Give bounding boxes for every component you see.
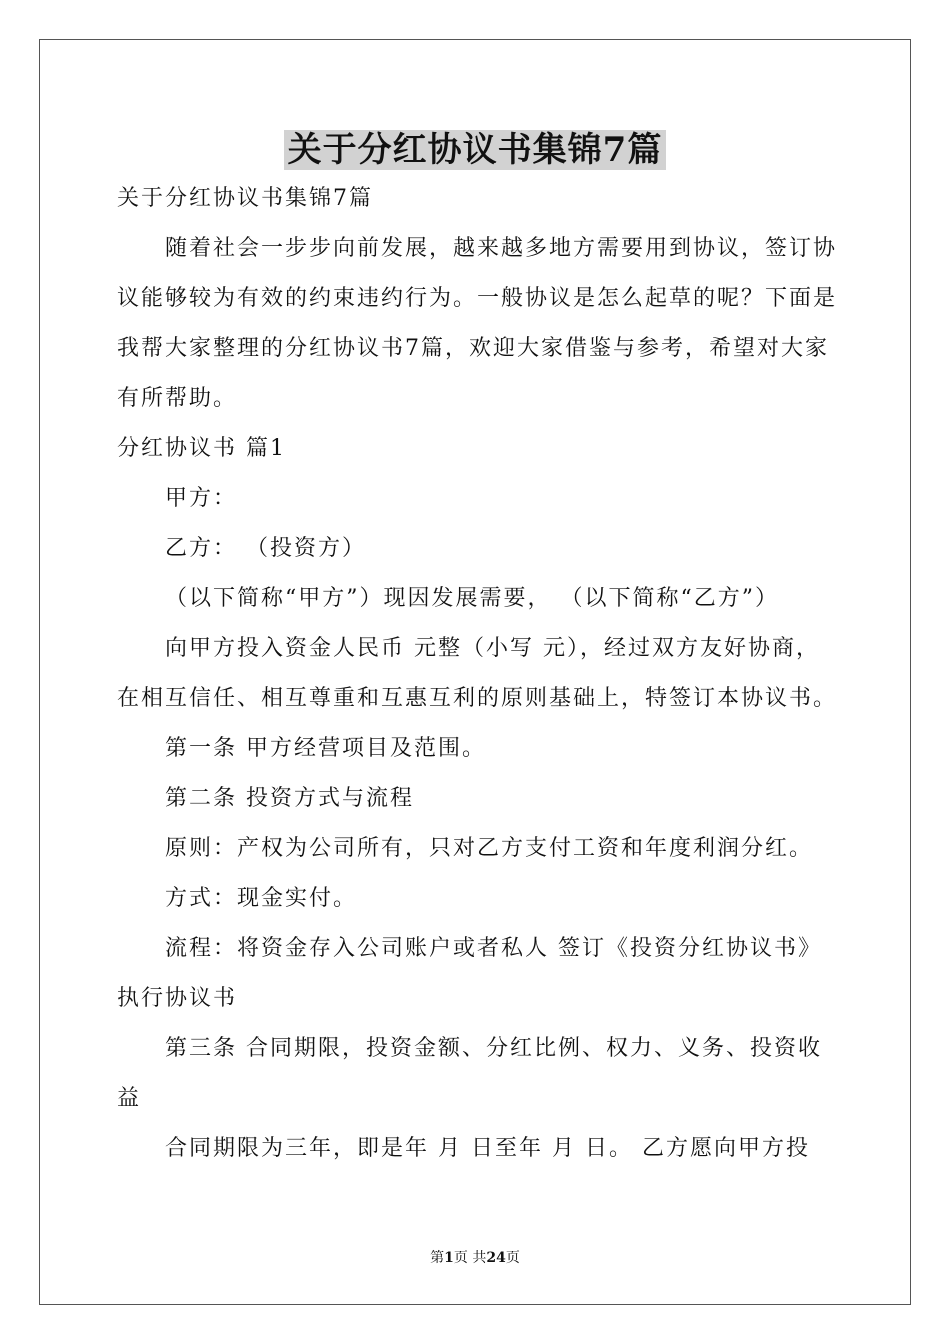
section-heading: 分红协议书 篇1 bbox=[117, 436, 286, 461]
text-line: 第三条 合同期限，投资金额、分红比例、权力、义务、投资收 bbox=[165, 1036, 822, 1061]
footer-page-total: 24 bbox=[486, 1250, 506, 1266]
text-line: 乙方： （投资方） bbox=[165, 536, 366, 561]
text-line: （以下简称“甲方”）现因发展需要， （以下简称“乙方”） bbox=[165, 586, 779, 611]
document-title bbox=[0, 124, 950, 176]
text-line: 向甲方投入资金人民币 元整（小写 元），经过双方友好协商， bbox=[165, 636, 820, 661]
footer-prefix: 第 bbox=[430, 1250, 445, 1266]
text-line: 议能够较为有效的约束违约行为。一般协议是怎么起草的呢？下面是 bbox=[117, 286, 838, 311]
text-line: 合同期限为三年，即是年 月 日至年 月 日。 乙方愿向甲方投 bbox=[165, 1136, 810, 1161]
text-line: 随着社会一步步向前发展，越来越多地方需要用到协议，签订协 bbox=[165, 236, 838, 261]
text-line: 执行协议书 bbox=[117, 986, 238, 1011]
footer-mid: 页 共 bbox=[453, 1250, 487, 1266]
text-line: 益 bbox=[117, 1086, 142, 1111]
document-title-text: 关于分红协议书集锦7篇 bbox=[284, 130, 667, 170]
text-line: 第一条 甲方经营项目及范围。 bbox=[165, 736, 486, 761]
text-line: 第二条 投资方式与流程 bbox=[165, 786, 414, 811]
text-line: 原则：产权为公司所有，只对乙方支付工资和年度利润分红。 bbox=[165, 836, 814, 861]
footer-suffix: 页 bbox=[505, 1250, 520, 1266]
text-line: 甲方： bbox=[165, 486, 238, 511]
page-footer bbox=[0, 1248, 950, 1268]
text-line: 我帮大家整理的分红协议书7篇，欢迎大家借鉴与参考，希望对大家 bbox=[117, 336, 829, 361]
text-line: 方式：现金实付。 bbox=[165, 886, 358, 911]
footer-page-current: 1 bbox=[444, 1250, 454, 1266]
text-line: 有所帮助。 bbox=[117, 386, 238, 411]
page-border bbox=[39, 39, 911, 1305]
text-line: 流程：将资金存入公司账户或者私人 签订《投资分红协议书》 bbox=[165, 936, 822, 961]
text-line: 关于分红协议书集锦7篇 bbox=[117, 186, 373, 211]
text-line: 在相互信任、相互尊重和互惠互利的原则基础上，特签订本协议书。 bbox=[117, 686, 838, 711]
